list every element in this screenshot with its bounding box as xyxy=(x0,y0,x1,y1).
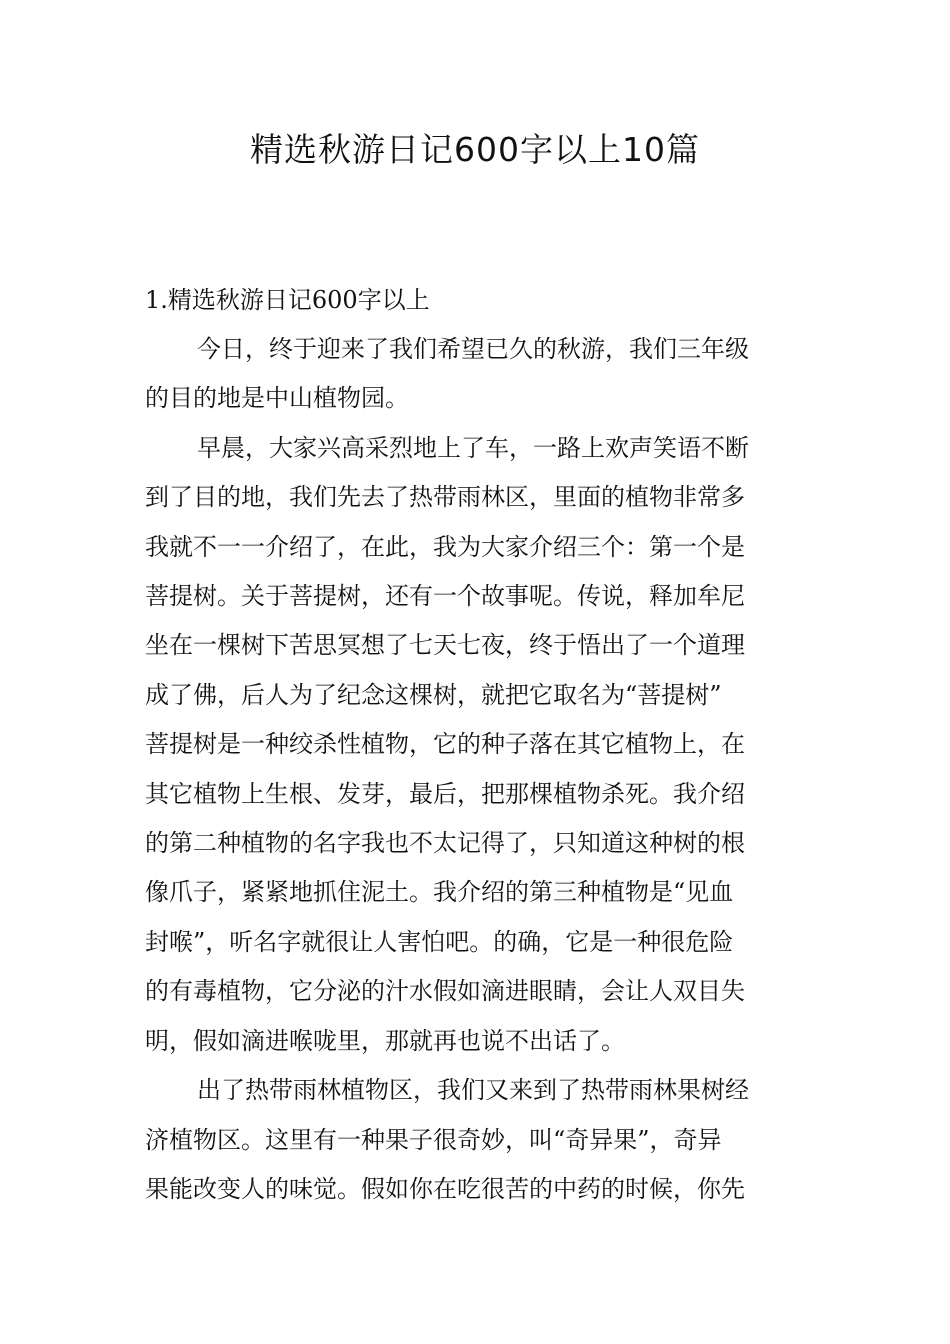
paragraph-line: 成了佛，后人为了纪念这棵树，就把它取名为“菩提树” xyxy=(145,680,722,709)
paragraph-line: 今日，终于迎来了我们希望已久的秋游，我们三年级 xyxy=(197,335,749,363)
paragraph-line: 到了目的地，我们先去了热带雨林区，里面的植物非常多 xyxy=(145,483,745,512)
paragraph-3 xyxy=(145,1066,807,1214)
paragraph-2 xyxy=(145,424,807,1066)
paragraph-line: 像爪子，紧紧地抓住泥土。我介绍的第三种植物是“见血 xyxy=(145,878,734,907)
paragraph-line: 其它植物上生根、发芽，最后，把那棵植物杀死。我介绍 xyxy=(145,779,745,808)
paragraph-line: 的第二种植物的名字我也不太记得了，只知道这种树的根 xyxy=(145,829,745,858)
paragraph-line: 坐在一棵树下苦思冥想了七天七夜，终于悟出了一个道理 xyxy=(145,631,745,660)
paragraph-line: 的目的地是中山植物园。 xyxy=(145,384,409,413)
document-title: 精选秋游日记600字以上10篇 xyxy=(250,130,700,169)
paragraph-line: 菩提树。关于菩提树，还有一个故事呢。传说，释加牟尼 xyxy=(145,582,745,611)
paragraph-line: 果能改变人的味觉。假如你在吃很苦的中药的时候，你先 xyxy=(145,1174,745,1203)
paragraph-line: 出了热带雨林植物区，我们又来到了热带雨林果树经 xyxy=(197,1076,749,1105)
paragraph-line: 明，假如滴进喉咙里，那就再也说不出话了。 xyxy=(145,1026,625,1055)
document-body xyxy=(145,276,807,1214)
paragraph-line: 早晨，大家兴高采烈地上了车，一路上欢声笑语不断 xyxy=(197,433,749,462)
paragraph-line: 封喉”，听名字就很让人害怕吧。的确，它是一种很危险 xyxy=(145,927,734,956)
paragraph-line: 菩提树是一种绞杀性植物，它的种子落在其它植物上，在 xyxy=(145,730,745,759)
section-heading: 1.精选秋游日记600字以上 xyxy=(145,286,430,314)
paragraph-line: 济植物区。这里有一种果子很奇妙，叫“奇异果”，奇异 xyxy=(145,1125,722,1154)
paragraph-1 xyxy=(145,325,807,424)
paragraph-line: 的有毒植物，它分泌的汁水假如滴进眼睛，会让人双目失 xyxy=(145,977,745,1006)
paragraph-line: 我就不一一介绍了，在此，我为大家介绍三个：第一个是 xyxy=(145,532,745,561)
